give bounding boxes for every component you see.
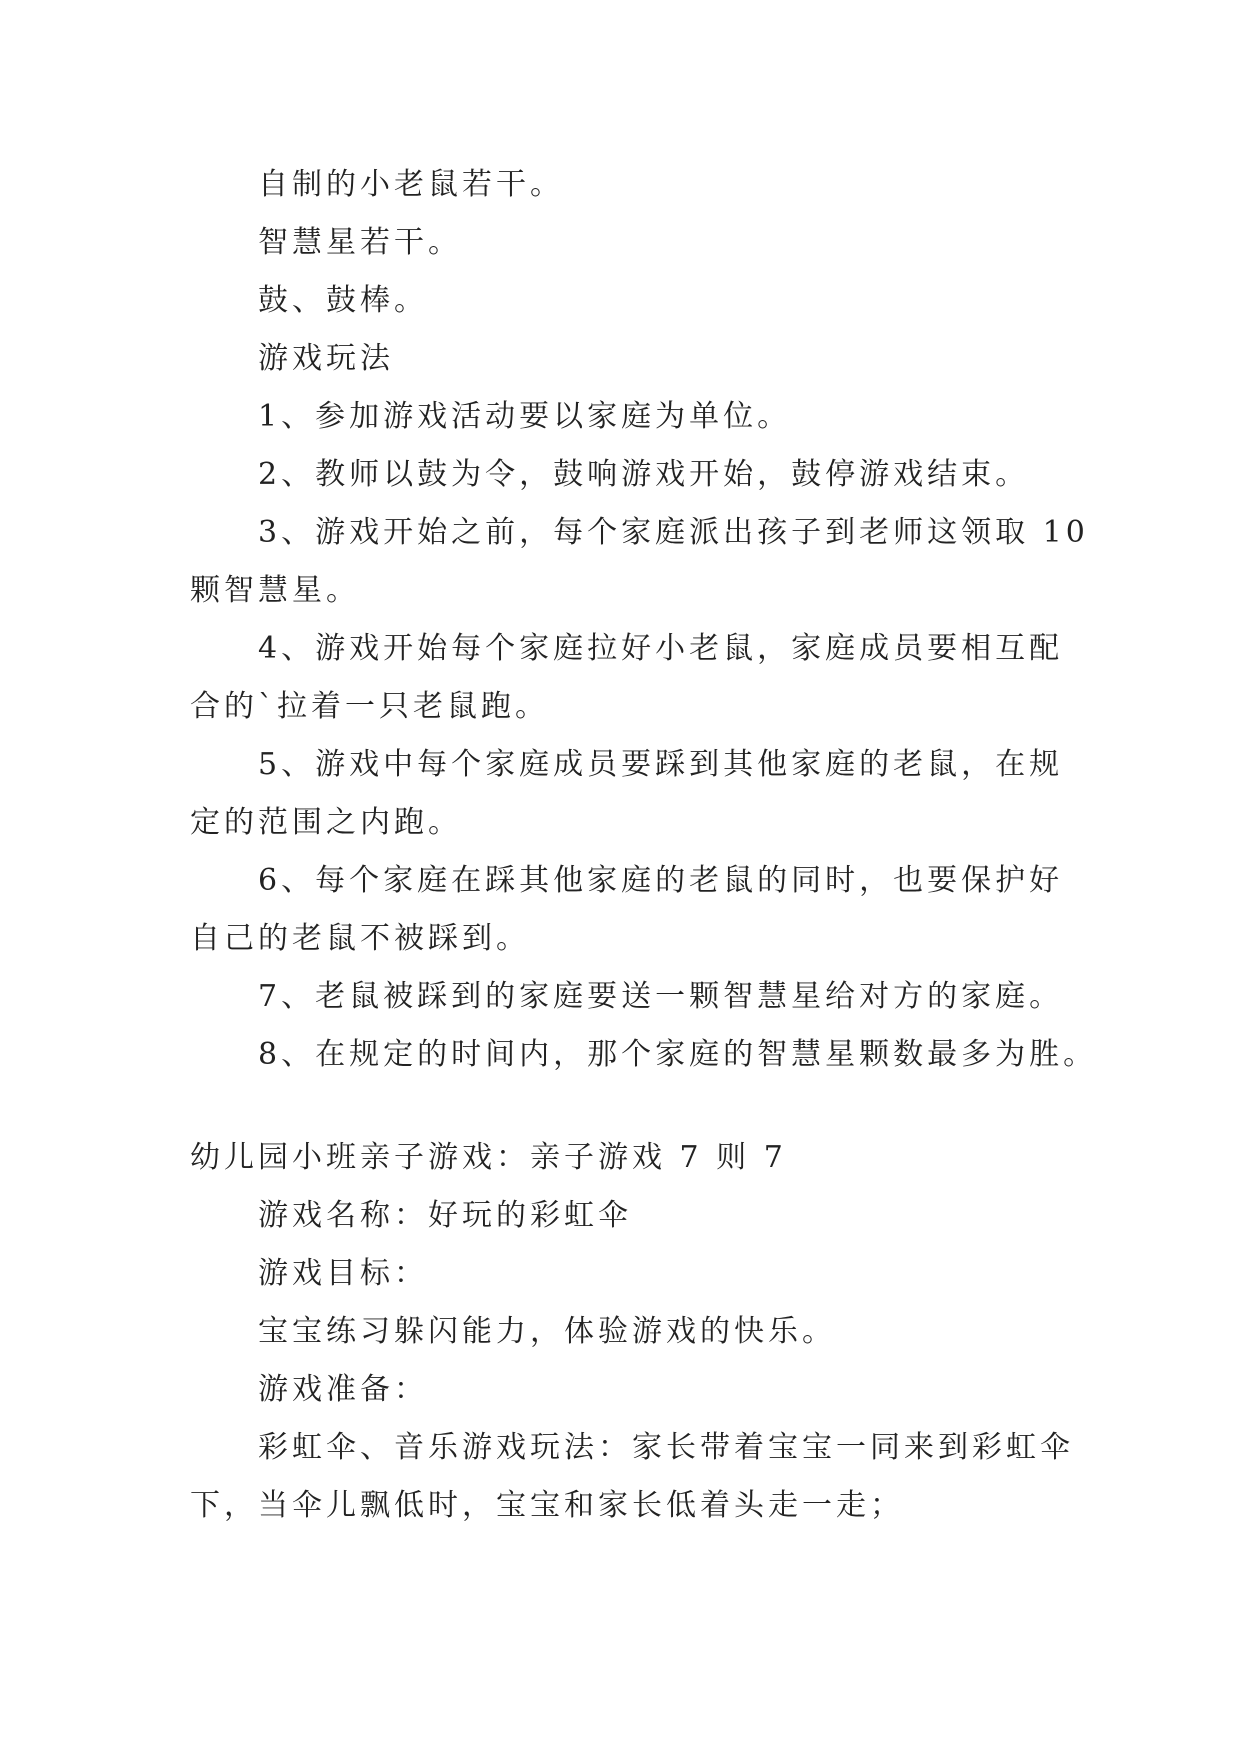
material-mice: 自制的小老鼠若干。 xyxy=(258,167,564,202)
rule-8: 8、在规定的时间内，那个家庭的智慧星颗数最多为胜。 xyxy=(258,1037,1098,1072)
game-name: 游戏名称：好玩的彩虹伞 xyxy=(258,1198,632,1233)
rule-7: 7、老鼠被踩到的家庭要送一颗智慧星给对方的家庭。 xyxy=(258,979,1064,1014)
section-title: 幼儿园小班亲子游戏：亲子游戏 7 则 7 xyxy=(190,1140,787,1175)
prep-line-2: 下，当伞儿飘低时，宝宝和家长低着头走一走； xyxy=(190,1488,904,1523)
rule-1: 1、参加游戏活动要以家庭为单位。 xyxy=(258,399,792,434)
rule-4-line-2: 合的`拉着一只老鼠跑。 xyxy=(190,689,549,724)
goal-text: 宝宝练习躲闪能力，体验游戏的快乐。 xyxy=(258,1314,836,1349)
rule-4-line-1: 4、游戏开始每个家庭拉好小老鼠，家庭成员要相互配 xyxy=(258,631,1064,666)
rule-3-line-1: 3、游戏开始之前，每个家庭派出孩子到老师这领取 10 xyxy=(258,515,1089,550)
goal-heading: 游戏目标： xyxy=(258,1256,428,1291)
material-stars: 智慧星若干。 xyxy=(258,225,462,260)
rule-2: 2、教师以鼓为令，鼓响游戏开始，鼓停游戏结束。 xyxy=(258,457,1030,492)
material-drum: 鼓、鼓棒。 xyxy=(258,283,428,318)
rule-6-line-2: 自己的老鼠不被踩到。 xyxy=(190,921,530,956)
rule-5-line-1: 5、游戏中每个家庭成员要踩到其他家庭的老鼠，在规 xyxy=(258,747,1064,782)
rule-6-line-1: 6、每个家庭在踩其他家庭的老鼠的同时，也要保护好 xyxy=(258,863,1064,898)
rule-5-line-2: 定的范围之内跑。 xyxy=(190,805,462,840)
rules-heading: 游戏玩法 xyxy=(258,341,394,376)
prep-heading: 游戏准备： xyxy=(258,1372,428,1407)
rule-3-line-2: 颗智慧星。 xyxy=(190,573,360,608)
prep-line-1: 彩虹伞、音乐游戏玩法：家长带着宝宝一同来到彩虹伞 xyxy=(258,1430,1074,1465)
